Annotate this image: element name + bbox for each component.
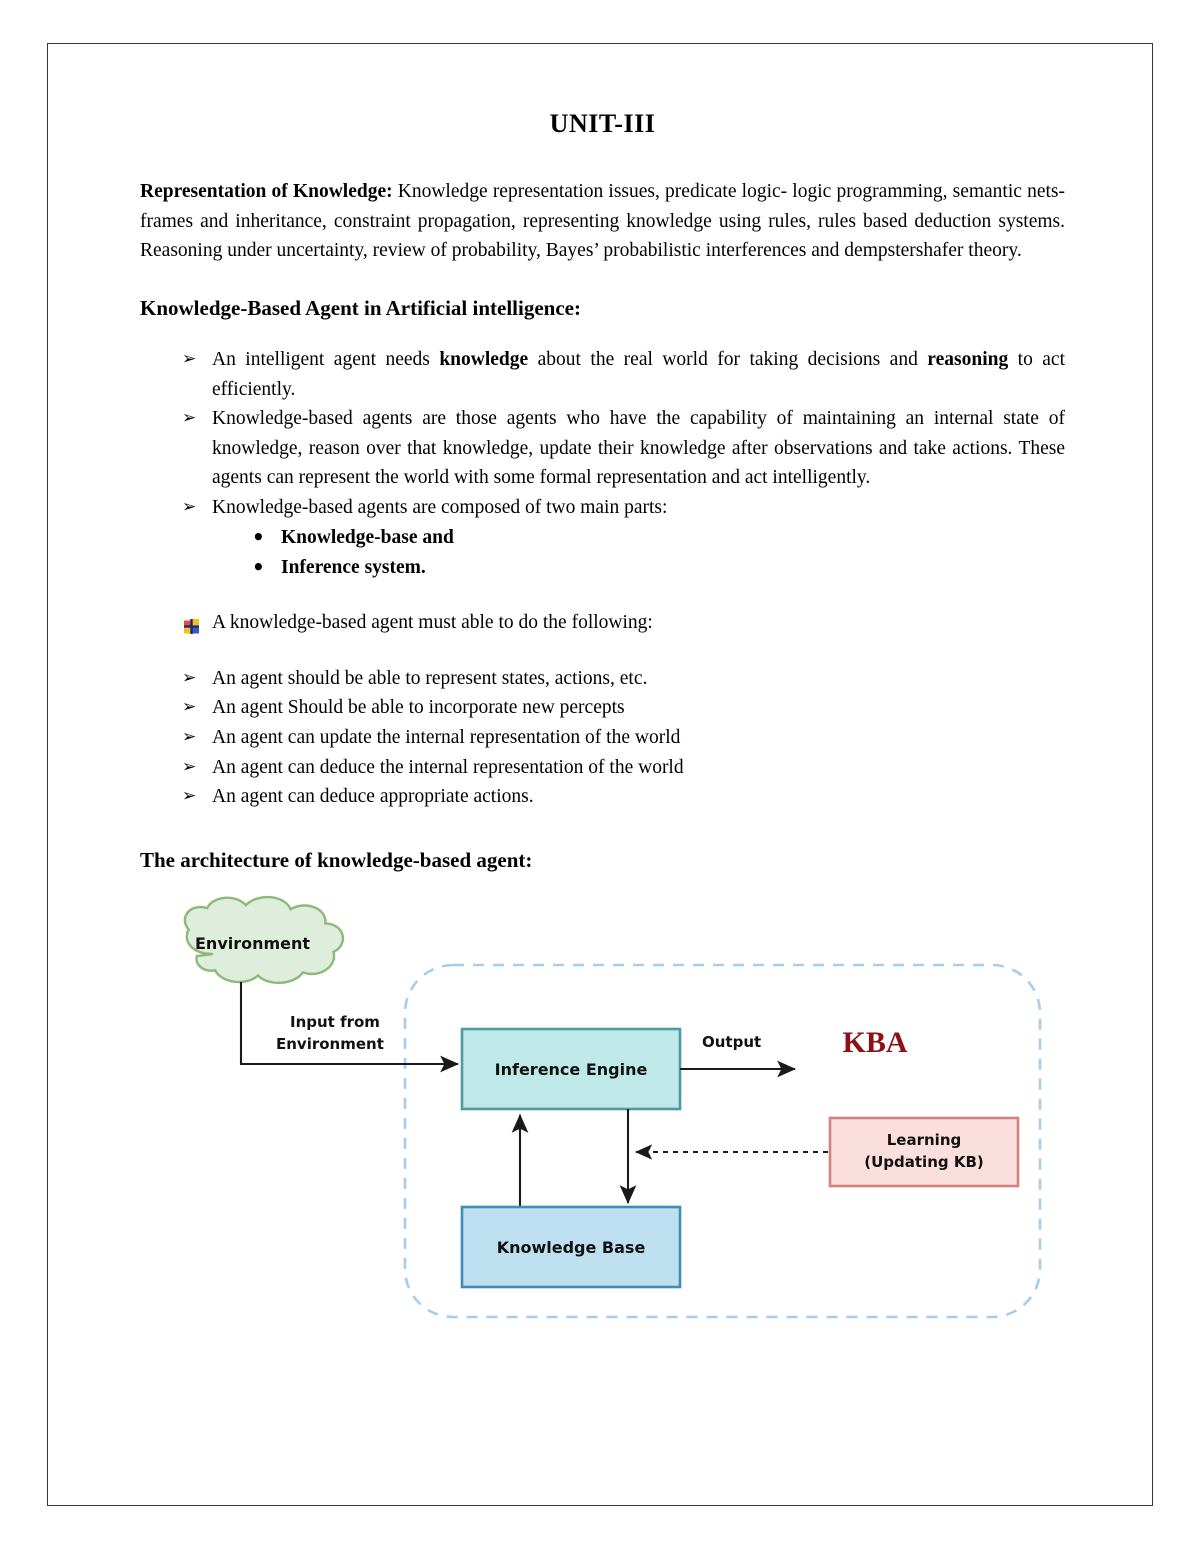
kba-bullet-list <box>140 345 1065 523</box>
sub-bullet-label: Inference system. <box>281 557 426 579</box>
page-content <box>140 109 1065 1342</box>
intro-lead-label: Representation of Knowledge: <box>140 181 393 202</box>
arrow-bullet-icon: ➢ <box>182 727 197 748</box>
sub-bullet-label: Knowledge-base and <box>281 526 454 548</box>
requirements-intro-label: A knowledge-based agent must able to do the following: <box>212 612 653 634</box>
bullet-text-part: reasoning <box>927 348 1009 370</box>
dot-bullet-icon: • <box>252 524 265 549</box>
kba-parts-sublist <box>140 523 1065 585</box>
list-item <box>140 782 1065 812</box>
input-label-line2: Environment <box>276 1034 384 1053</box>
list-item <box>140 693 1065 723</box>
learning-label-line1: Learning <box>886 1130 962 1149</box>
page-title: UNIT-III <box>549 109 656 138</box>
capability-label: An agent should be able to represent states, actions, etc. <box>212 667 648 689</box>
intro-body-text: Knowledge representation issues, predicate logic- logic programming, semantic nets- frames and inheritance, constraint propagation, representing knowledge using rules, rules based deduction systems. Reasoning under uncertainty, review of probability, Bayes’ probabilistic interferences and dempstershafer theory. <box>140 181 1065 262</box>
arrow-bullet-icon: ➢ <box>182 408 197 429</box>
list-item <box>140 664 1065 694</box>
section-heading-architecture: The architecture of knowledge-based agent: <box>140 847 533 872</box>
environment-label: Environment <box>195 933 311 953</box>
arrow-bullet-icon: ➢ <box>182 348 197 369</box>
input-label-line1: Input from <box>290 1012 380 1031</box>
architecture-diagram-svg <box>140 887 1065 1337</box>
dot-bullet-icon: • <box>252 555 265 580</box>
architecture-diagram <box>140 887 1065 1342</box>
capability-label: An agent can update the internal representation of the world <box>212 727 681 749</box>
bullet-text-part: to act efficiently. <box>212 348 1065 400</box>
arrow-bullet-icon: ➢ <box>182 497 197 517</box>
capabilities-list <box>140 664 1065 812</box>
list-item <box>248 523 1065 554</box>
bullet-text-part: about the real world for taking decisions and <box>528 348 928 370</box>
bullet-text-part: An intelligent agent needs <box>212 348 440 370</box>
learning-node <box>830 1118 1018 1186</box>
list-item <box>140 753 1065 783</box>
arrow-bullet-icon: ➢ <box>182 786 197 807</box>
list-item <box>140 345 1065 404</box>
page-border <box>47 43 1153 1506</box>
inference-engine-node <box>462 1029 680 1109</box>
knowledge-base-node <box>462 1207 680 1287</box>
bullet-text-part: Knowledge-based agents are those agents who have the capability of maintaining an internal state of knowledge, reason over that knowledge, update their knowledge after observations and take actions. These agents can represent the world with some formal representation and act intelligently. <box>212 408 1065 489</box>
environment-cloud <box>185 897 343 983</box>
capability-label: An agent can deduce appropriate actions. <box>212 786 534 808</box>
bullet-text-part: knowledge <box>439 348 529 370</box>
arrow-bullet-icon: ➢ <box>182 667 197 688</box>
intro-paragraph <box>140 177 1065 266</box>
capability-label: An agent Should be able to incorporate new percepts <box>212 697 625 719</box>
inference-engine-label: Inference Engine <box>494 1059 648 1079</box>
requirements-intro-row <box>140 608 1065 638</box>
knowledge-base-label: Knowledge Base <box>496 1237 646 1257</box>
kba-title-label: KBA <box>842 1025 908 1059</box>
arrow-bullet-icon: ➢ <box>182 697 197 718</box>
output-label: Output <box>702 1032 762 1051</box>
arrow-bullet-icon: ➢ <box>182 756 197 777</box>
colored-plus-icon <box>184 614 199 629</box>
list-item <box>248 553 1065 584</box>
list-item <box>140 723 1065 753</box>
bullet-text-part: Knowledge-based agents are composed of two main parts: <box>212 497 668 518</box>
capability-label: An agent can deduce the internal representation of the world <box>212 756 684 778</box>
section-heading-kba: Knowledge-Based Agent in Artificial intelligence: <box>140 295 581 320</box>
list-item <box>140 493 1065 523</box>
list-item <box>140 404 1065 493</box>
learning-label-line2: (Updating KB) <box>864 1152 984 1171</box>
